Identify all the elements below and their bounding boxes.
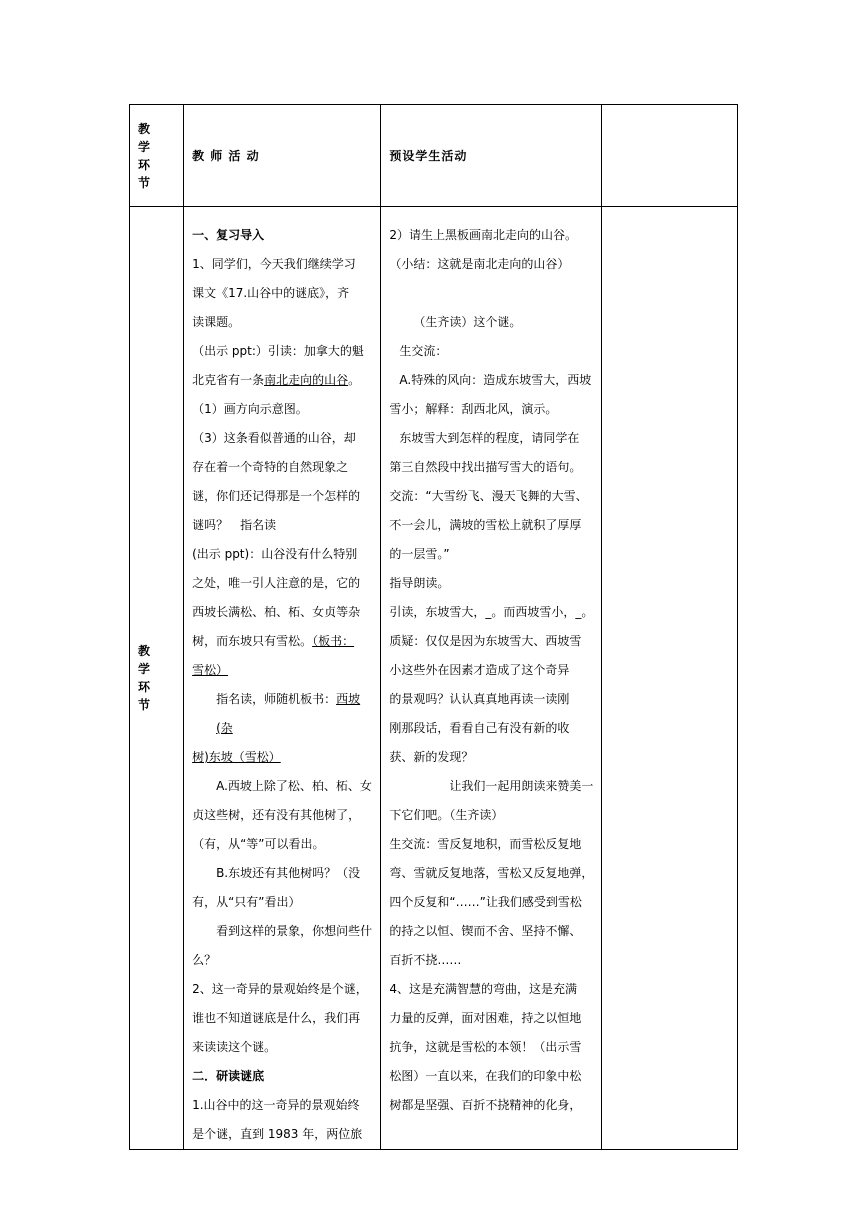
text-line: 松图）一直以来，在我们的印象中松 <box>389 1069 582 1083</box>
text-line: 百折不挠…… <box>389 953 462 967</box>
notes-cell <box>601 207 737 1150</box>
underlined-text: 雪松） <box>192 663 229 677</box>
underlined-text: 南北走向的山谷 <box>264 373 349 387</box>
notes-header-cell <box>601 105 737 207</box>
text-line: 获、新的发现？ <box>389 750 474 764</box>
text-line: 读课题。 <box>192 315 241 329</box>
text-line: 西坡长满松、柏、柘、女贞等杂 <box>192 605 361 619</box>
text-line: 1、同学们，今天我们继续学习 <box>192 257 356 271</box>
text-line: 存在着一个奇特的自然现象之 <box>192 460 349 474</box>
text-line: 谜，你们还记得那是一个怎样的 <box>192 489 361 503</box>
text-line: 质疑：仅仅是因为东坡雪大、西坡雪 <box>389 634 582 648</box>
text-line: 东坡雪大到怎样的程度，请同学在 <box>399 431 580 445</box>
row-section-label: 教 学 环 节 <box>130 207 184 1150</box>
text-line: 谜吗？ 指名读 <box>192 518 277 532</box>
student-activity-header: 预设学生活动 <box>381 105 601 207</box>
underlined-text: 树)东坡（雪松） <box>192 750 281 764</box>
text-line: 有，从“只有”看出） <box>192 895 301 909</box>
text-line: 雪小；解释：刮西北风，演示。 <box>389 402 558 416</box>
underlined-text: （板书： <box>312 634 355 648</box>
text-line: 2、这一奇异的景观始终是个谜， <box>192 982 368 996</box>
text-line: 4、这是充满智慧的弯曲，这是充满 <box>389 982 578 996</box>
text-line: A.西坡上除了松、柏、柘、女 <box>216 779 372 793</box>
text-line: 力量的反弹，面对困难，持之以恒地 <box>389 1011 582 1025</box>
lesson-plan-table <box>129 104 738 1150</box>
text-line: 是个谜，直到 1983 年，两位旅 <box>192 1127 363 1141</box>
text-line: （有，从“等”可以看出。 <box>192 837 325 851</box>
text-line: 交流：“大雪纷飞、漫天飞舞的大雪、 <box>389 489 588 503</box>
text-line: 的一层雪。” <box>389 547 450 561</box>
text-line: 的景观吗？认认真真地再读一读刚 <box>389 692 570 706</box>
text-line: 树，而东坡只有雪松。（板书： <box>192 634 355 648</box>
text-line: 谁也不知道谜底是什么，我们再 <box>192 1011 361 1025</box>
text-line: (出示 ppt)：山谷没有什么特别 <box>192 547 358 561</box>
text-line: 下它们吧。（生齐读） <box>389 808 504 822</box>
header-row <box>130 105 738 207</box>
text-line: 指名读，师随机板书：西坡(杂 <box>216 692 361 735</box>
text-line: 生交流：雪反复地积，而雪松反复地 <box>389 837 582 851</box>
text-line: 贞这些树，还有没有其他树了， <box>192 808 361 822</box>
text-line: 课文《17.山谷中的谜底》，齐 <box>192 286 350 300</box>
text-line: 来读读这个谜。 <box>192 1040 277 1054</box>
text-line: （1）画方向示意图。 <box>192 402 308 416</box>
student-activity-cell <box>381 207 601 1150</box>
underlined-text: 西坡(杂 <box>216 692 361 735</box>
text-line: 看到这样的景象，你想问些什 <box>216 924 373 938</box>
text-line: 生交流： <box>399 344 448 358</box>
content-row <box>130 207 738 1150</box>
teacher-activity-cell <box>184 207 381 1150</box>
text-line: 树都是坚强、百折不挠精神的化身， <box>389 1098 582 1112</box>
text-line: 引读，东坡雪大，_。而西坡雪小，_。 <box>389 605 594 619</box>
text-line: 北克省有一条南北走向的山谷。 <box>192 373 361 387</box>
text-line: 2）请生上黑板画南北走向的山谷。 <box>389 228 578 242</box>
text-line: （小结：这就是南北走向的山谷） <box>389 257 570 271</box>
text-line: 四个反复和“……”让我们感受到雪松 <box>389 895 582 909</box>
text-line: （生齐读）这个谜。 <box>413 315 522 329</box>
text-line: 1.山谷中的这一奇异的景观始终 <box>192 1098 360 1112</box>
text-line: 之处，唯一引人注意的是，它的 <box>192 576 361 590</box>
text-line: A.特殊的风向：造成东坡雪大，西坡 <box>399 373 592 387</box>
text-line: （3）这条看似普通的山谷，却 <box>192 431 356 445</box>
text-line: 小这些外在因素才造成了这个奇异 <box>389 663 570 677</box>
text-line: 的持之以恒、锲而不舍、坚持不懈、 <box>389 924 582 938</box>
text-line: 弯、雪就反复地落，雪松又反复地弹， <box>389 866 594 880</box>
text-line: 指导朗读。 <box>389 576 450 590</box>
section-heading: 一、复习导入 <box>192 228 265 242</box>
teacher-activity-header: 教 师 活 动 <box>184 105 381 207</box>
text-line: B.东坡还有其他树吗？（没 <box>216 866 361 880</box>
header-section-label: 教 学 环 节 <box>130 105 184 207</box>
text-line: 么？ <box>192 953 217 967</box>
text-line: 不一会儿，满坡的雪松上就积了厚厚 <box>389 518 582 532</box>
text-line: 刚那段话，看看自己有没有新的收 <box>389 721 570 735</box>
text-line: 第三自然段中找出描写雪大的语句。 <box>389 460 582 474</box>
text-line: 让我们一起用朗读来赞美一 <box>449 779 594 793</box>
text-line: 抗争，这就是雪松的本领！（出示雪 <box>389 1040 582 1054</box>
text-line: （出示 ppt:）引读：加拿大的魁 <box>192 344 364 358</box>
section-heading: 二．研读谜底 <box>192 1069 265 1083</box>
